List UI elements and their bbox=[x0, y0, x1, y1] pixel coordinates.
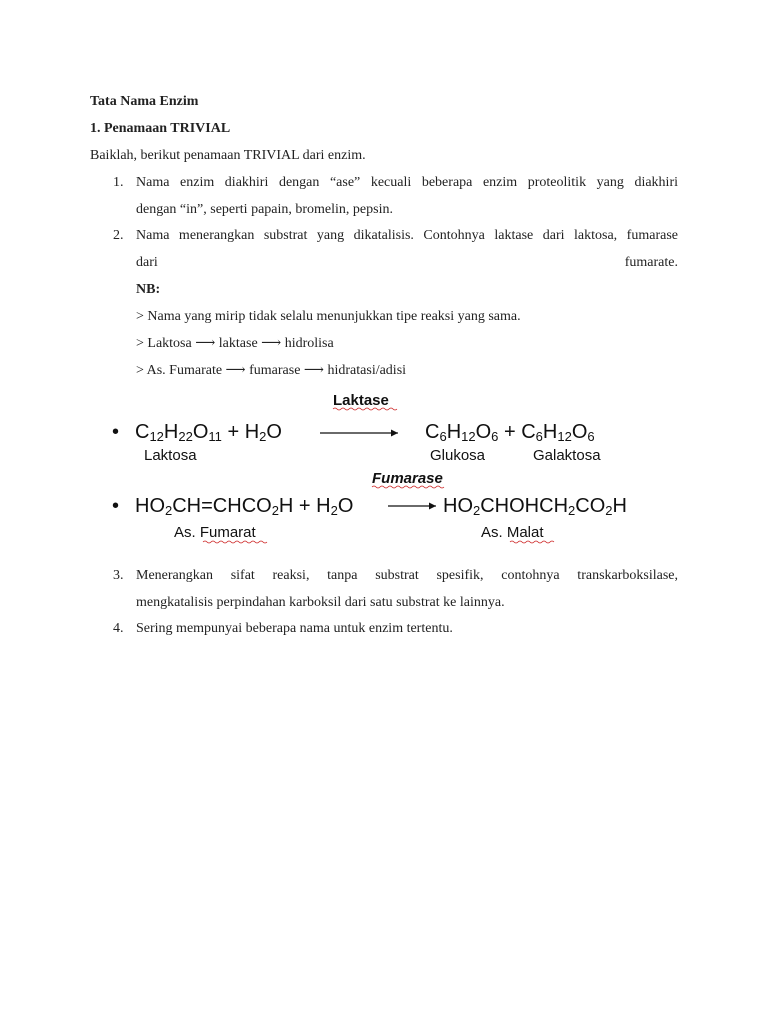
enzyme-label-fumarase: Fumarase bbox=[372, 470, 443, 487]
list-item-2-line-2: dari fumarate. bbox=[136, 255, 678, 270]
reactant-formula-1: C12H22O11 + H2O bbox=[135, 421, 282, 444]
reaction-arrowhead-1 bbox=[391, 430, 398, 437]
product-formula-2: HO2CHOHCH2CO2H bbox=[443, 495, 627, 518]
list-number-2: 2. bbox=[113, 228, 124, 243]
nb-line-1: > Nama yang mirip tidak selalu menunjukkan tipe reaksi yang sama. bbox=[136, 309, 521, 324]
list-number-3: 3. bbox=[113, 568, 124, 583]
list-item-1-line-2: dengan “in”, seperti papain, bromelin, pepsin. bbox=[136, 202, 393, 217]
list-number-4: 4. bbox=[113, 621, 124, 636]
list-item-2-line-1: Nama menerangkan substrat yang dikatalisis. Contohnya laktase dari laktosa, fumarase bbox=[136, 228, 678, 243]
nb-label: NB: bbox=[136, 282, 161, 297]
bullet-reaction-1: • bbox=[112, 421, 120, 443]
list-item-4-line-1: Sering mempunyai beberapa nama untuk enzim tertentu. bbox=[136, 621, 453, 636]
nb-block bbox=[136, 276, 678, 384]
label-as-fumarat: As. Fumarat bbox=[174, 524, 256, 541]
list-item-1-line-1: Nama enzim diakhiri dengan “ase” kecuali beberapa enzim proteolitik yang diakhiri bbox=[136, 175, 678, 190]
nb-line-2: > Laktosa ⟶ laktase ⟶ hidrolisa bbox=[136, 336, 334, 351]
label-as-malat: As. Malat bbox=[481, 524, 544, 541]
bullet-reaction-2: • bbox=[112, 495, 120, 517]
document-title: Tata Nama Enzim bbox=[90, 94, 199, 109]
spellcheck-underline-fumarat bbox=[203, 541, 267, 543]
section-heading: 1. Penamaan TRIVIAL bbox=[90, 121, 231, 136]
spellcheck-underline-fumarase bbox=[372, 486, 444, 488]
nb-line-3: > As. Fumarate ⟶ fumarase ⟶ hidratasi/adisi bbox=[136, 363, 407, 378]
label-laktosa: Laktosa bbox=[144, 447, 197, 464]
list-item-3-line-1: Menerangkan sifat reaksi, tanpa substrat spesifik, contohnya transkarboksilase, bbox=[136, 568, 678, 583]
product-formula-1: C6H12O6 + C6H12O6 bbox=[425, 421, 595, 444]
label-glukosa: Glukosa bbox=[430, 447, 486, 464]
list-number-1: 1. bbox=[113, 175, 124, 190]
reactant-formula-2: HO2CH=CHCO2H + H2O bbox=[135, 495, 354, 518]
label-galaktosa: Galaktosa bbox=[533, 447, 601, 464]
spellcheck-underline-laktase bbox=[333, 408, 397, 410]
spellcheck-underline-malat bbox=[510, 541, 554, 543]
enzyme-label-laktase: Laktase bbox=[333, 392, 389, 409]
list-item-3-line-2: mengkatalisis perpindahan karboksil dari satu substrat ke lainnya. bbox=[136, 595, 505, 610]
reaction-arrowhead-2 bbox=[429, 503, 436, 510]
intro-paragraph: Baiklah, berikut penamaan TRIVIAL dari enzim. bbox=[90, 148, 366, 163]
